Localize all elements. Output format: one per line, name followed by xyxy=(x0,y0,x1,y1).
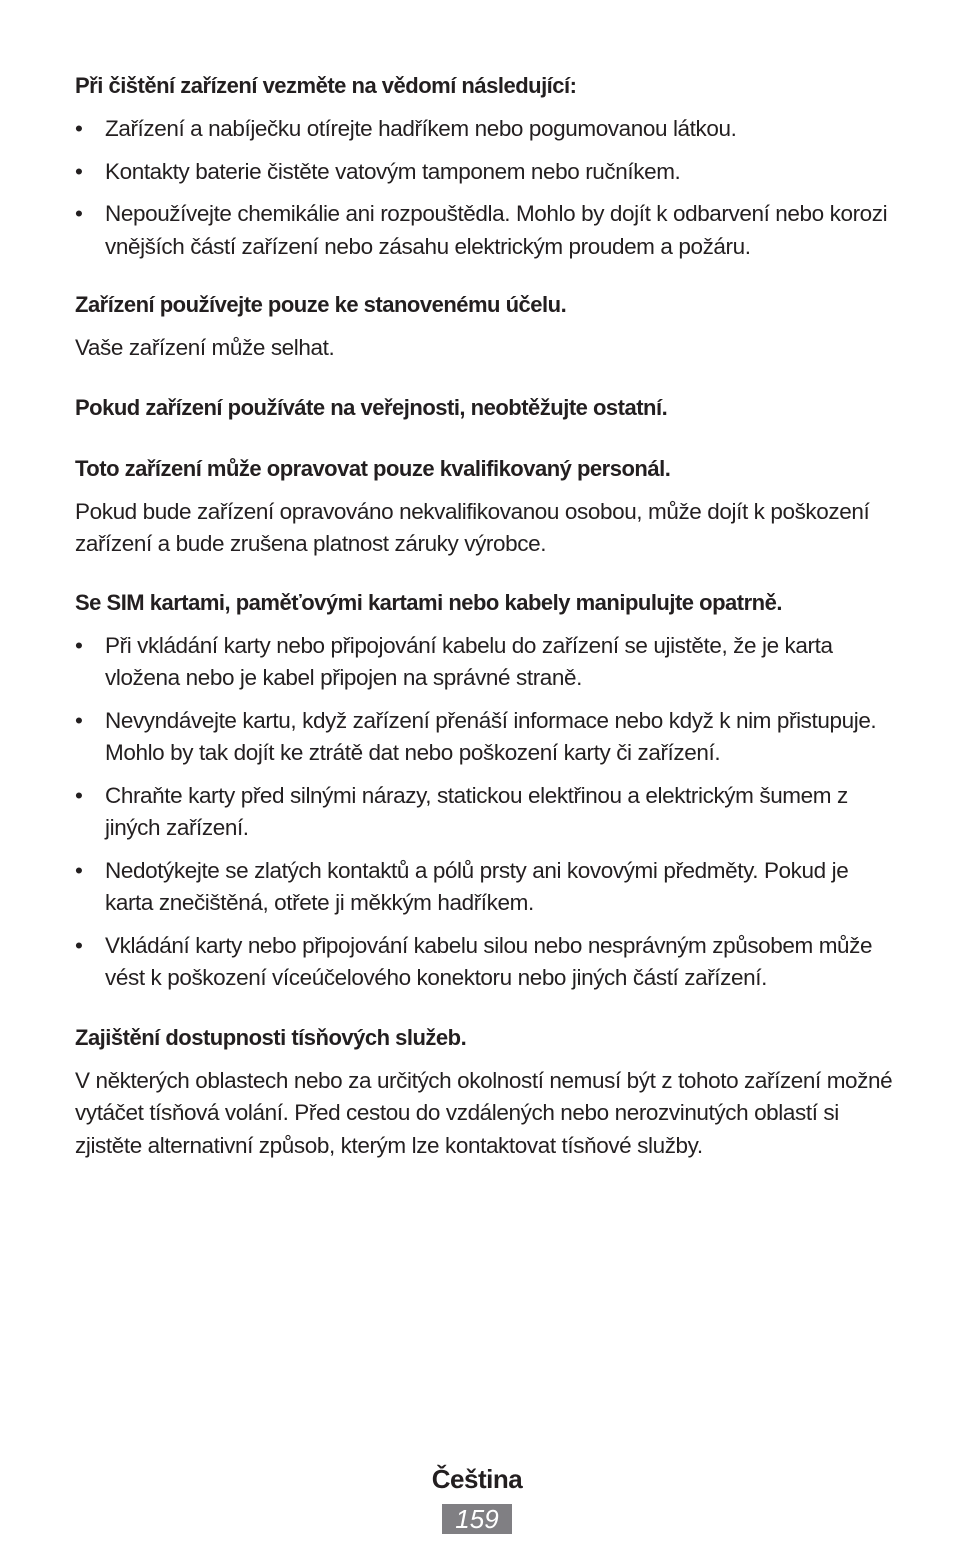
cards-list xyxy=(75,630,895,995)
list-item: • Při vkládání karty nebo připojování kabelu do zařízení se ujistěte, že je karta vložena nebo je kabel připojen na správné straně. xyxy=(75,630,895,695)
section-text-emergency: V některých oblastech nebo za určitých okolností nemusí být z tohoto zařízení možné vytáčet tísňová volání. Před cestou do vzdálených nebo nerozvinutých oblastí si zjistěte alternativní způsob, kterým lze kontaktovat tísňové služby. xyxy=(75,1067,893,1158)
list-item: • Nepoužívejte chemikálie ani rozpouštědla. Mohlo by dojít k odbarvení nebo korozi vnějších částí zařízení nebo zásahu elektrickým proudem a požáru. xyxy=(75,198,895,263)
section-text-service: Pokud bude zařízení opravováno nekvalifikovanou osobou, může dojít k poškození zařízení a bude zrušena platnost záruky výrobce. xyxy=(75,498,870,556)
section-heading-cards: Se SIM kartami, paměťovými kartami nebo kabely manipulujte opatrně. xyxy=(75,589,782,615)
list-item: • Nevyndávejte kartu, když zařízení přenáší informace nebo když k nim přistupuje. Mohlo by tak dojít ke ztrátě dat nebo poškození karty či zařízení. xyxy=(75,705,895,770)
list-item: • Nedotýkejte se zlatých kontaktů a pólů prsty ani kovovými předměty. Pokud je karta znečištěná, otřete ji měkkým hadříkem. xyxy=(75,855,895,920)
section-heading-service: Toto zařízení může opravovat pouze kvalifikovaný personál. xyxy=(75,455,671,481)
cleaning-list xyxy=(75,113,895,263)
bullet-icon: • xyxy=(75,158,83,184)
bullet-icon: • xyxy=(75,201,83,226)
document-body xyxy=(75,70,895,1162)
bullet-icon: • xyxy=(75,632,83,658)
list-item: • Zařízení a nabíječku otírejte hadříkem nebo pogumovanou látkou. xyxy=(75,113,895,146)
footer-language: Čeština xyxy=(431,1464,523,1494)
section-text-purpose: Vaše zařízení může selhat. xyxy=(75,335,335,360)
section-heading-public: Pokud zařízení používáte na veřejnosti, neobtěžujte ostatní. xyxy=(75,394,668,420)
section-heading-cleaning: Při čištění zařízení vezměte na vědomí následující: xyxy=(75,73,577,98)
bullet-icon: • xyxy=(75,932,83,958)
bullet-icon: • xyxy=(75,707,83,733)
bullet-icon: • xyxy=(75,782,83,808)
list-item: • Kontakty baterie čistěte vatovým tamponem nebo ručníkem. xyxy=(75,156,895,189)
list-item: • Vkládání karty nebo připojování kabelu silou nebo nesprávným způsobem může vést k poškození víceúčelového konektoru nebo jiných částí zařízení. xyxy=(75,930,895,995)
list-item: • Chraňte karty před silnými nárazy, statickou elektřinou a elektrickým šumem z jiných zařízení. xyxy=(75,780,895,845)
section-heading-emergency: Zajištění dostupnosti tísňových služeb. xyxy=(75,1024,467,1050)
section-heading-purpose: Zařízení používejte pouze ke stanovenému účelu. xyxy=(75,292,567,317)
page-number-badge: 159 xyxy=(442,1504,512,1534)
bullet-icon: • xyxy=(75,857,83,883)
bullet-icon: • xyxy=(75,116,83,141)
